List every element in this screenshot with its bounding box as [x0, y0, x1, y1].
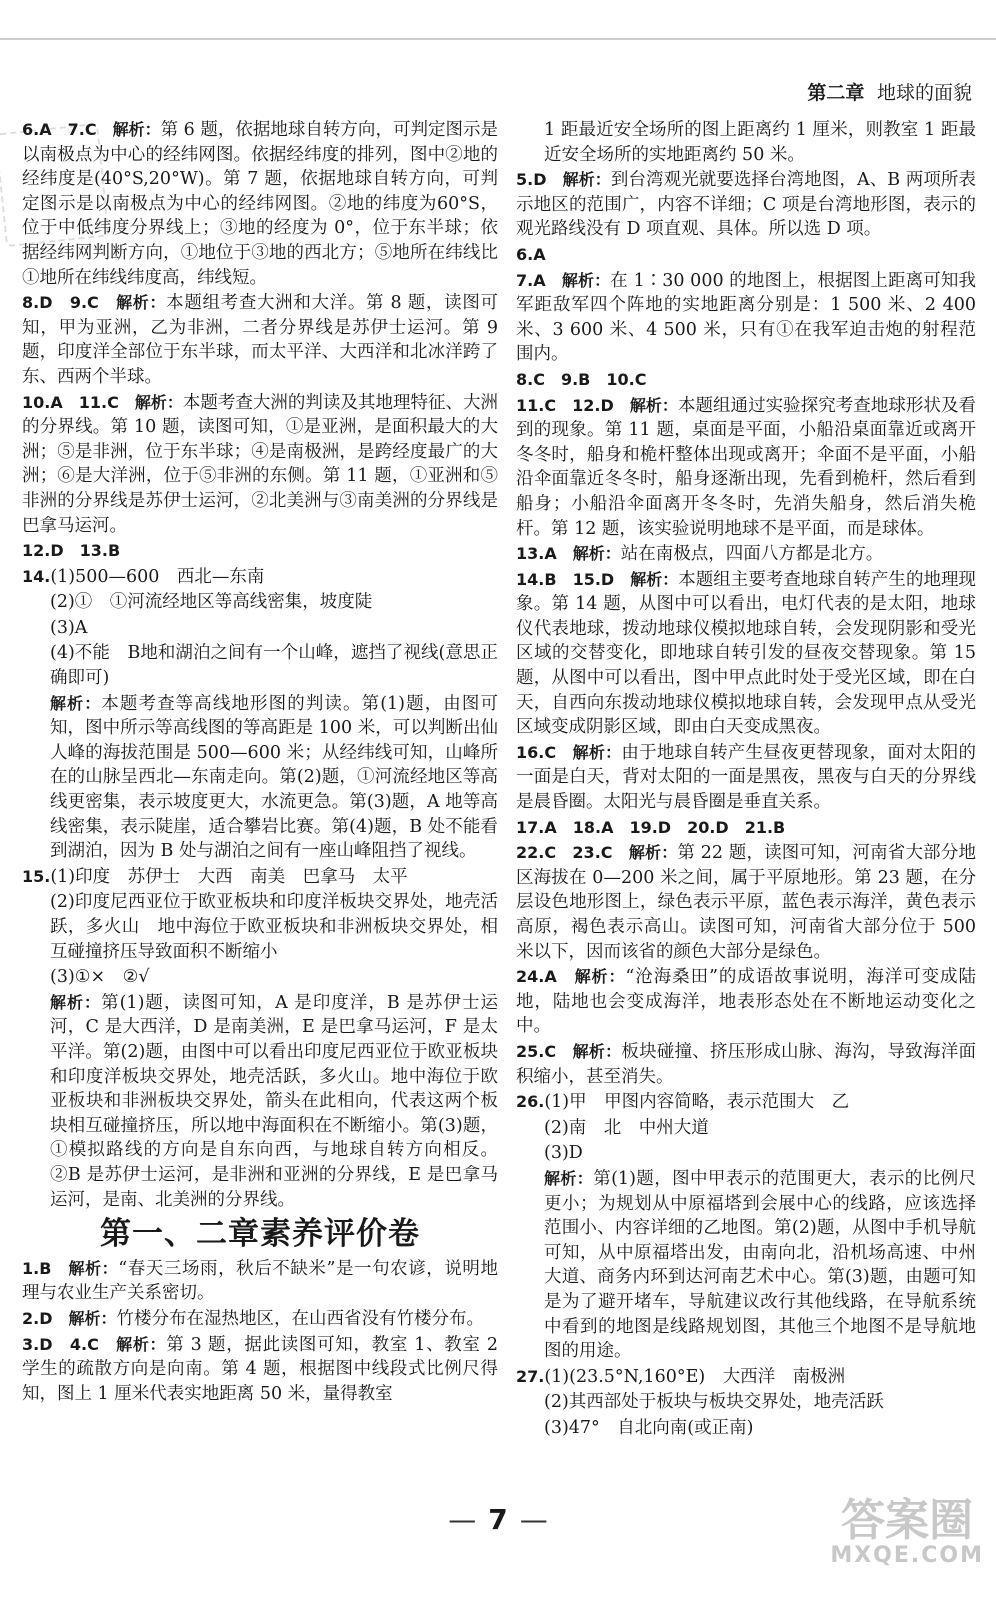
answer-item	[516, 269, 976, 367]
answer-label: 12.D 13.B	[22, 541, 121, 561]
answer-text: 由于地球自转产生昼夜更替现象，面对太阳的一面是白天，背对太阳的一面是黑夜，黑夜与白天的分界线是晨昏圈。太阳光与晨昏圈是垂直关系。	[516, 742, 977, 813]
answer-text: 站在南极点，四面八方都是北方。	[620, 544, 884, 565]
answer-label: 3.D 4.C 解析：	[22, 1334, 167, 1354]
answer-text: (4)不能 B地和湖泊之间有一个山峰，遮挡了视线(意思正确即可)	[50, 643, 498, 689]
answer-text: 在 1∶30 000 的地图上，根据图上距离可知我军距敌军四个阵地的实地距离分别是：1 500 米、2 400 米、3 600 米、4 500 米，只有①在我军迫击炮的射程范围内。	[516, 270, 976, 365]
answer-item	[516, 1141, 976, 1166]
chapter-header	[807, 78, 972, 105]
answer-text: (3)A	[50, 617, 88, 638]
answer-item	[22, 865, 498, 890]
right-answer-list	[516, 118, 976, 1440]
answer-item	[516, 168, 976, 242]
answer-item	[22, 616, 498, 641]
answer-text: 本题组主要考查地球自转产生的地理现象。第 14 题，从图中可以看出，电灯代表的是太阳，地球仪代表地球，拨动地球仪模拟地球自转，会发现阴影和受光区域的交替变化，即地球自转引发的昼夜交替现象。第 15 题，从图中可以看出，图中甲点此时处于受光区域，即在白天，自西向东拨动地球仪模拟地球自转，会发现甲点从受光区域变成阴影区域，即由白天变成黑夜。	[516, 569, 976, 738]
top-rule	[0, 38, 996, 40]
answer-text: 竹楼分布在湿热地区，在山西省没有竹楼分布。	[116, 1308, 484, 1329]
answer-label: 10.A 11.C 解析：	[22, 392, 183, 412]
answer-label: 解析：	[544, 1168, 594, 1188]
answer-text: “沧海桑田”的成语故事说明，海洋可变成陆地，陆地也会变成海洋，地表形态处在不断地运动变化之中。	[516, 967, 976, 1037]
answer-item	[22, 590, 498, 615]
left-answer-list	[22, 118, 498, 1212]
answer-label: 14.B 15.D 解析：	[516, 569, 679, 589]
answer-item	[22, 1333, 498, 1407]
answer-text: 本题组通过实验探究考查地球形状及看到的现象。第 11 题，桌面是平面，小船沿桌面靠近或离开冬冬时，船身和桅杆整体出现或离开；伞面不是平面，小船沿伞面靠近冬冬时，船身逐渐出现，先看到桅杆，然后看到船身；小船沿伞面离开冬冬时，先消失船身，然后消失桅杆。第 12 题，该实验说明地球不是平面，而是球体。	[516, 395, 976, 539]
answer-label: 5.D 解析：	[516, 170, 611, 190]
answer-label: 26.	[516, 1092, 545, 1112]
answer-text: 本题考查大洲的判读及其地理特征、大洲的分界线。第 10 题，读图可知，①是亚洲，是面积最大的大洲；⑤是非洲，位于东半球；④是南极洲，是跨经度最广的大洲；⑥是大洋洲，位于⑤非洲的东侧。第 11 题，①亚洲和⑤非洲的分界线是苏伊士运河，②北美洲与③南美洲的分界线是巴拿马运河。	[22, 392, 498, 536]
answer-item	[516, 394, 976, 542]
answer-item	[516, 243, 976, 268]
answer-label: 解析：	[50, 992, 102, 1012]
answer-item	[516, 542, 976, 567]
answer-label: 1.B 解析：	[22, 1258, 119, 1278]
answer-item	[516, 1090, 976, 1115]
answer-text: 第 6 题，依据地球自转方向，可判定图示是以南极点为中心的经纬网图。依据经纬度的排列，图中②地的经纬度是(40°S,20°W)。第 7 题，依据地球自转方向，可判定图示是以南极点为中心的经纬网图。②地的纬度为60°S，位于中低纬度分界线上；③地的经度为 0°，位于东半球；依据经纬网判断方向，①地位于③地的西北方；⑤地所在纬线比①地所在纬线纬度高，纬线短。	[22, 120, 498, 288]
answer-label: 25.C 解析：	[516, 1041, 622, 1061]
chapter-number: 第二章	[807, 82, 865, 104]
answer-label: 16.C 解析：	[516, 742, 622, 762]
answer-text: 到台湾观光就要选择台湾地图，A、B 两项所表示地区的范围广，内容不详细；C 项是台湾地形图，表示的观光路线没有 D 项直观、具体。所以选 D 项。	[516, 170, 976, 240]
answer-item	[516, 1416, 976, 1441]
answer-text: (1)(23.5°N,160°E) 大西洋 南极洲	[544, 1366, 846, 1387]
answer-item	[22, 890, 498, 964]
answer-text: 第 3 题，据此读图可知，教室 1、教室 2 学生的疏散方向是向南。第 4 题，根据图中线段式比例尺得知，图上 1 厘米代表实地距离 50 米，量得教室	[22, 1334, 498, 1404]
answer-label: 15.	[22, 866, 51, 886]
answer-label: 8.D 9.C 解析：	[22, 293, 167, 313]
watermark-logo: 答案圈 MXQE.COM	[830, 1495, 984, 1569]
answer-item	[516, 1390, 976, 1415]
answer-label: 6.A	[516, 244, 546, 264]
answer-label: 11.C 12.D 解析：	[516, 395, 678, 415]
answer-text: 板块碰撞、挤压形成山脉、海沟，导致海洋面积缩小，甚至消失。	[516, 1041, 977, 1087]
answer-label: 6.A 7.C 解析：	[22, 120, 161, 139]
answer-text: 本题组考查大洲和大洋。第 8 题，读图可知，甲为亚洲，乙为非洲，二者分界线是苏伊士运河。第 9 题，印度洋全部位于东半球，而太平洋、大西洋和北冰洋跨了东、西两个半球。	[22, 293, 498, 387]
answer-item	[516, 741, 976, 815]
answer-text: 第 22 题，读图可知，河南省大部分地区海拔在 0—200 米之间，属于平原地形。第 23 题，在分层设色地形图上，绿色表示平原，蓝色表示海洋，黄色表示高原，褐色表示高山。读图可知，河南省大部分位于 500 米以下，因而该省的颜色大部分是绿色。	[516, 843, 976, 962]
answer-item	[516, 1365, 976, 1390]
answer-text: (2)印度尼西亚位于欧亚板块和印度洋板块交界处，地壳活跃，多火山 地中海位于欧亚板块和非洲板块交界处，相互碰撞挤压导致面积不断缩小	[50, 892, 498, 962]
answer-text: 第(1)题，图中甲表示的范围更大，表示的比例尺更小；为规划从中原福塔到会展中心的线路，应该选择范围小、内容详细的乙地图。第(2)题，从图中手机导航可知，从中原福塔出发，由南向北，沿机场高速、中州大道、商务内环到达河南艺术中心。第(3)题，由题可知是为了避开堵车，导航建议改行其他线路，在导航系统中看到的地图是线路规划图，其他三个地图不是导航地图的用途。	[544, 1168, 976, 1362]
answer-item	[22, 1257, 498, 1306]
answer-label: 解析：	[50, 693, 102, 713]
answer-label: 24.A 解析：	[516, 967, 626, 987]
answer-label: 27.	[516, 1366, 545, 1386]
answer-item	[516, 965, 976, 1039]
answer-text: (3)D	[544, 1143, 583, 1164]
answer-label: 22.C 23.C 解析：	[516, 843, 678, 863]
left-answer-list-after	[22, 1257, 498, 1407]
answer-item	[22, 565, 498, 590]
answer-item	[22, 692, 498, 864]
answer-item	[516, 368, 976, 393]
answer-text: “春天三场雨，秋后不缺米”是一句农谚，说明地理与农业生产关系密切。	[22, 1258, 498, 1304]
answer-text: (3)①× ②√	[50, 967, 150, 988]
answer-text: (1)500—600 西北—东南	[50, 566, 265, 587]
chapter-title: 地球的面貌	[876, 82, 972, 104]
answer-item	[516, 568, 976, 740]
answer-item	[22, 991, 498, 1212]
answer-item	[22, 641, 498, 690]
answer-text: (1)印度 苏伊士 大西 南美 巴拿马 太平	[50, 866, 408, 887]
answer-item	[22, 291, 498, 389]
answer-text: 1 距最近安全场所的图上距离约 1 厘米，则教室 1 距最近安全场所的实地距离约 50 米。	[544, 120, 976, 165]
right-column	[516, 118, 976, 1441]
answer-label: 8.C 9.B 10.C	[516, 369, 647, 389]
answer-item	[22, 391, 498, 539]
answer-item	[516, 841, 976, 964]
answer-text: (2)① ①河流经地区等高线密集，坡度陡	[50, 592, 373, 613]
answer-label: 7.A 解析：	[516, 270, 611, 290]
answer-text: (2)南 北 中州大道	[544, 1117, 709, 1138]
page-number: — 7 —	[448, 1503, 548, 1536]
answer-label: 2.D 解析：	[22, 1308, 117, 1328]
answer-item	[22, 539, 498, 564]
answer-text: (3)47° 自北向南(或正南)	[544, 1417, 754, 1438]
answer-item	[516, 816, 976, 841]
answer-item	[22, 1307, 498, 1332]
answer-text: (2)其西部处于板块与板块交界处，地壳活跃	[544, 1392, 884, 1413]
answer-item	[22, 965, 498, 990]
answer-text: 本题考查等高线地形图的判读。第(1)题，由图可知，图中所示等高线图的等高距是 100 米，可以判断出仙人峰的海拔范围是 500—600 米；从经纬线可知，山峰所在的山脉呈西北—东南走向。第(2)题，①河流经地区等高线更密集，表示坡度更大，水流更急。第(3)题，A 地等高线密集，表示陡崖，适合攀岩比赛。第(4)题，B 处不能看到湖泊，因为 B 处与湖泊之间有一座山峰阻挡了视线。	[50, 693, 498, 862]
left-column	[22, 118, 498, 1407]
answer-item	[516, 1040, 976, 1089]
answer-text: (1)甲 甲图内容简略，表示范围大 乙	[544, 1092, 850, 1113]
answer-label: 13.A 解析：	[516, 544, 621, 564]
answer-item	[516, 1167, 976, 1364]
page-number-value: 7	[488, 1503, 508, 1536]
answer-label: 17.A 18.A 19.D 20.D 21.B	[516, 817, 786, 837]
answer-label: 14.	[22, 566, 51, 586]
section-title: 第一、二章素养评价卷	[100, 1216, 420, 1253]
answer-text: 第(1)题，读图可知，A 是印度洋，B 是苏伊士运河，C 是大西洋，D 是南美洲，E 是巴拿马运河，F 是太平洋。第(2)题，由图中可以看出印度尼西亚位于欧亚板块和印度洋板块交界处，地壳活跃，多火山。地中海位于欧亚板块和非洲板块交界处，箭头在此相向，代表这两个板块相互碰撞挤压，所以地中海面积在不断缩小。第(3)题，①模拟路线的方向是自东向西，与地球自转方向相反。②B 是苏伊士运河，是非洲和亚洲的分界线，E 是巴拿马运河，是南、北美洲的分界线。	[50, 992, 498, 1210]
answer-item	[516, 118, 976, 167]
answer-item	[22, 118, 498, 290]
answer-item	[516, 1116, 976, 1141]
